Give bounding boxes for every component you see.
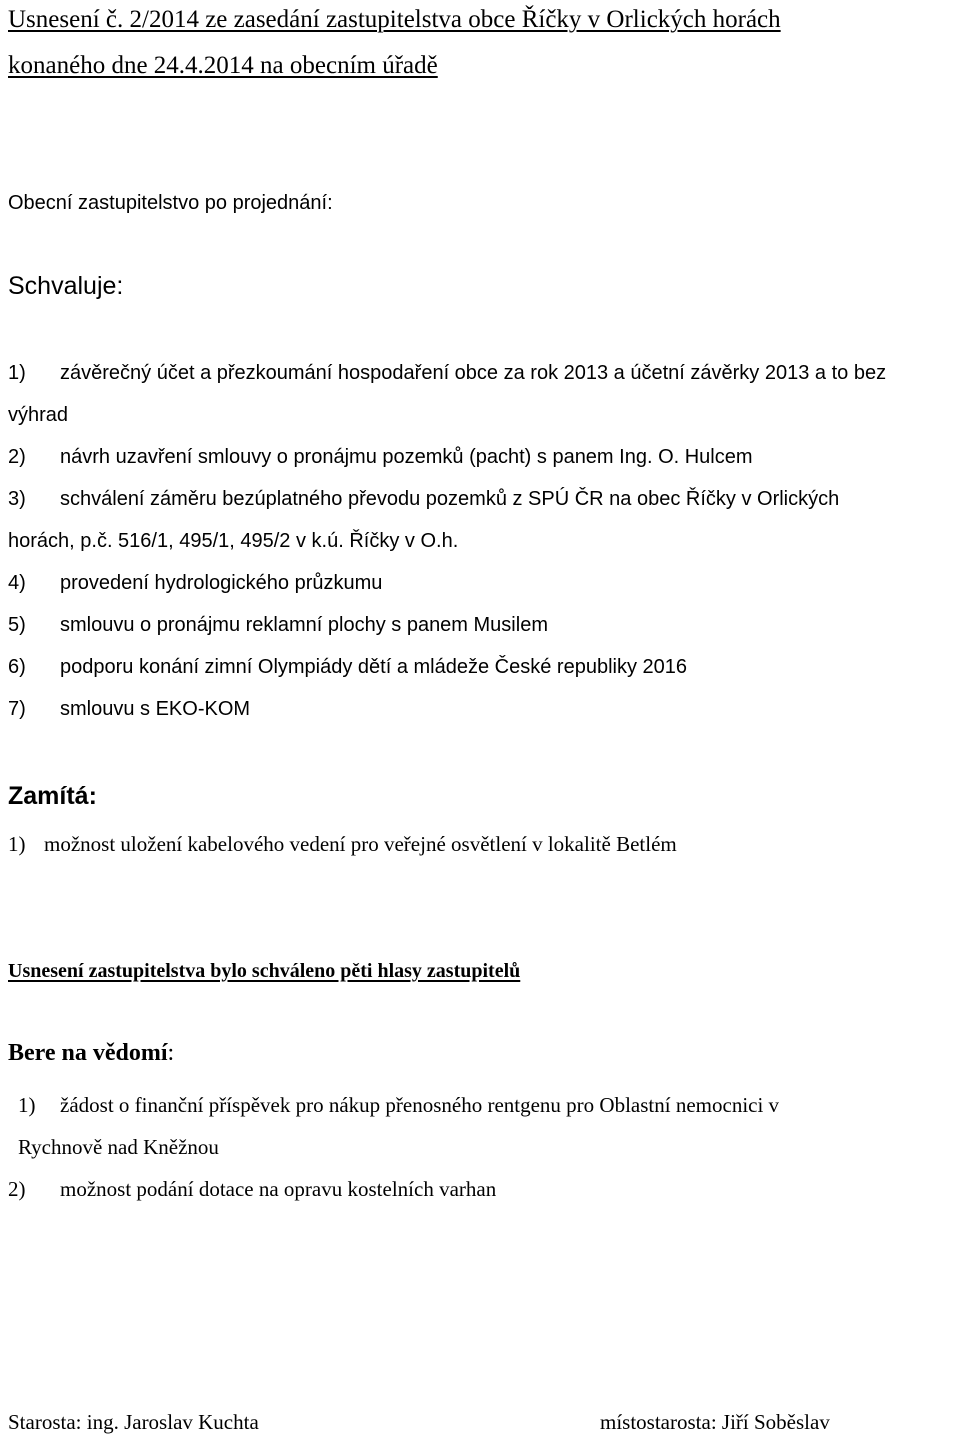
intro-text: Obecní zastupitelstvo po projednání:	[8, 192, 333, 214]
item-text: žádost o finanční příspěvek pro nákup přenosného rentgenu pro Oblastní nemocnici v	[60, 1093, 780, 1117]
item-text: smlouvu o pronájmu reklamní plochy s panem Musilem	[60, 614, 548, 636]
item-number: 3)	[8, 488, 26, 510]
vote-conclusion: Usnesení zastupitelstva bylo schváleno pěti hlasy zastupitelů	[8, 960, 521, 982]
item-number: 7)	[8, 698, 26, 720]
approves-heading: Schvaluje:	[8, 272, 124, 300]
item-text: možnost uložení kabelového vedení pro veřejné osvětlení v lokalitě Betlém	[44, 832, 677, 856]
item-text: návrh uzavření smlouvy o pronájmu pozemků (pacht) s panem Ing. O. Hulcem	[60, 446, 753, 468]
noted-heading	[8, 1040, 174, 1067]
item-text: provedení hydrologického průzkumu	[60, 572, 383, 594]
item-number: 1)	[8, 362, 26, 384]
item-number: 5)	[8, 614, 26, 636]
item-number: 6)	[8, 656, 26, 678]
item-number: 2)	[8, 1177, 26, 1201]
item-text: schválení záměru bezúplatného převodu pozemků z SPÚ ČR na obec Říčky v Orlických	[60, 488, 840, 510]
item-number: 1)	[8, 832, 26, 856]
item-text-continued: výhrad	[8, 404, 69, 426]
item-text-continued: horách, p.č. 516/1, 495/1, 495/2 v k.ú. Říčky v O.h.	[8, 530, 459, 552]
item-text-continued: Rychnově nad Kněžnou	[18, 1135, 219, 1159]
mayor-signature-line: Starosta: ing. Jaroslav Kuchta	[8, 1410, 259, 1434]
item-text: možnost podání dotace na opravu kostelních varhan	[60, 1177, 497, 1201]
item-text: smlouvu s EKO-KOM	[60, 698, 251, 720]
item-number: 2)	[8, 446, 26, 468]
item-number: 4)	[8, 572, 26, 594]
noted-heading-label: Bere na vědomí	[8, 1040, 168, 1066]
document-title-line-2: konaného dne 24.4.2014 na obecním úřadě	[8, 52, 438, 79]
item-text: podporu konání zimní Olympiády dětí a mládeže České republiky 2016	[60, 656, 688, 678]
document-title-line-1: Usnesení č. 2/2014 ze zasedání zastupitelstva obce Říčky v Orlických horách	[8, 6, 781, 33]
noted-heading-colon: :	[167, 1040, 175, 1066]
item-text: závěrečný účet a přezkoumání hospodaření obce za rok 2013 a účetní závěrky 2013 a to bez	[60, 362, 887, 384]
deputy-mayor-signature-line: místostarosta: Jiří Soběslav	[600, 1410, 830, 1434]
rejects-heading: Zamítá:	[8, 782, 97, 810]
item-number: 1)	[18, 1093, 36, 1117]
